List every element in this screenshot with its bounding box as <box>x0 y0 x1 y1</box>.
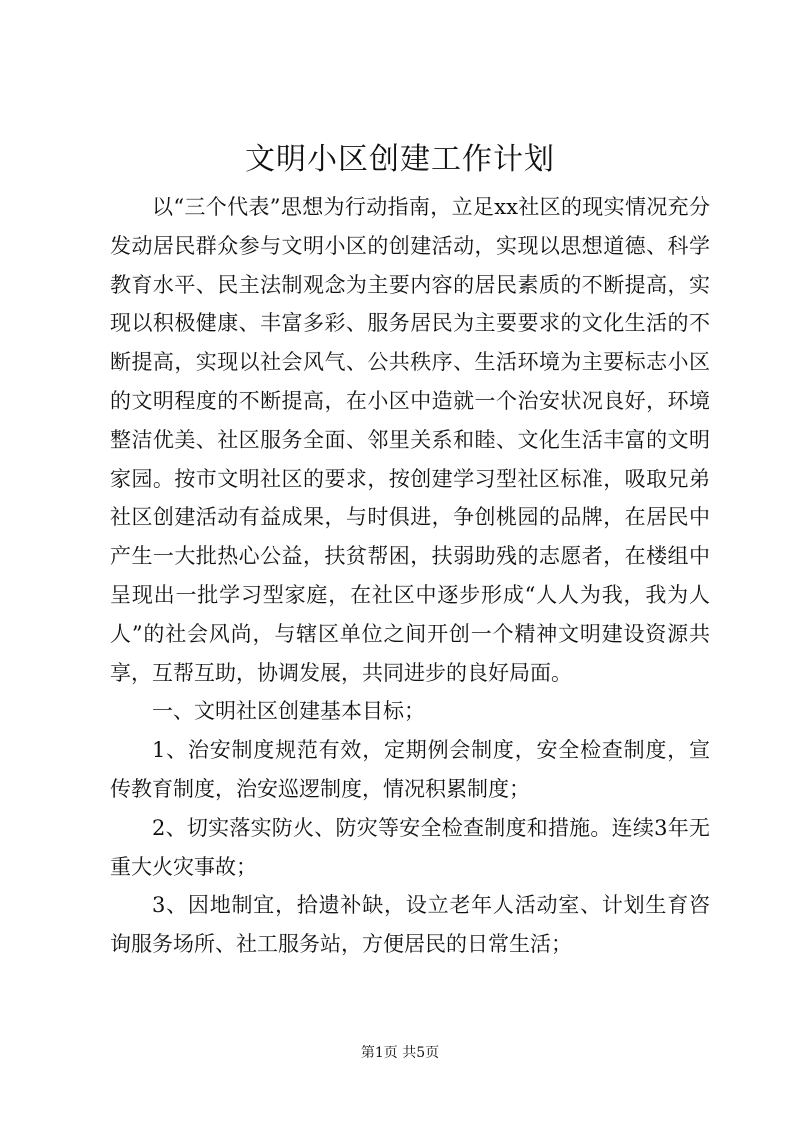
goal-item-1: 1、治安制度规范有效，定期例会制度，安全检查制度，宣传教育制度，治安巡逻制度，情况积累制度； <box>110 738 710 801</box>
section-heading: 一、文明社区创建基本目标； <box>152 699 425 724</box>
goal-item-3: 3、因地制宜，拾遗补缺，设立老年人活动室、计划生育咨询服务场所、社工服务站，方便居民的日常生活； <box>110 893 710 957</box>
document-title: 文明小区创建工作计划 <box>245 142 555 177</box>
document-body <box>110 188 710 964</box>
goal-item-2: 2、切实落实防火、防灾等安全检查制度和措施。连续3年无重大火灾事故； <box>110 815 710 879</box>
intro-paragraph: 以“三个代表”思想为行动指南，立足xx社区的现实情况充分发动居民群众参与文明小区的创建活动，实现以思想道德、科学教育水平、民主法制观念为主要内容的居民素质的不断提高，实现以积极健康、丰富多彩、服务居民为主要要求的文化生活的不断提高，实现以社会风气、公共秩序、生活环境为主要标志小区的文明程度的不断提高，在小区中造就一个治安状况良好，环境整洁优美、社区服务全面、邻里关系和睦、文化生活丰富的文明家园。按市文明社区的要求，按创建学习型社区标准，吸取兄弟社区创建活动有益成果，与时俱进，争创桃园的品牌，在居民中产生一大批热心公益，扶贫帮困，扶弱助残的志愿者，在楼组中呈现出一批学习型家庭，在社区中逐步形成“人人为我，我为人人”的社会风尚，与辖区单位之间开创一个精神文明建设资源共享，互帮互助，协调发展，共同进步的良好局面。 <box>110 195 710 685</box>
page-footer: 第1页 共5页 <box>360 1045 440 1061</box>
